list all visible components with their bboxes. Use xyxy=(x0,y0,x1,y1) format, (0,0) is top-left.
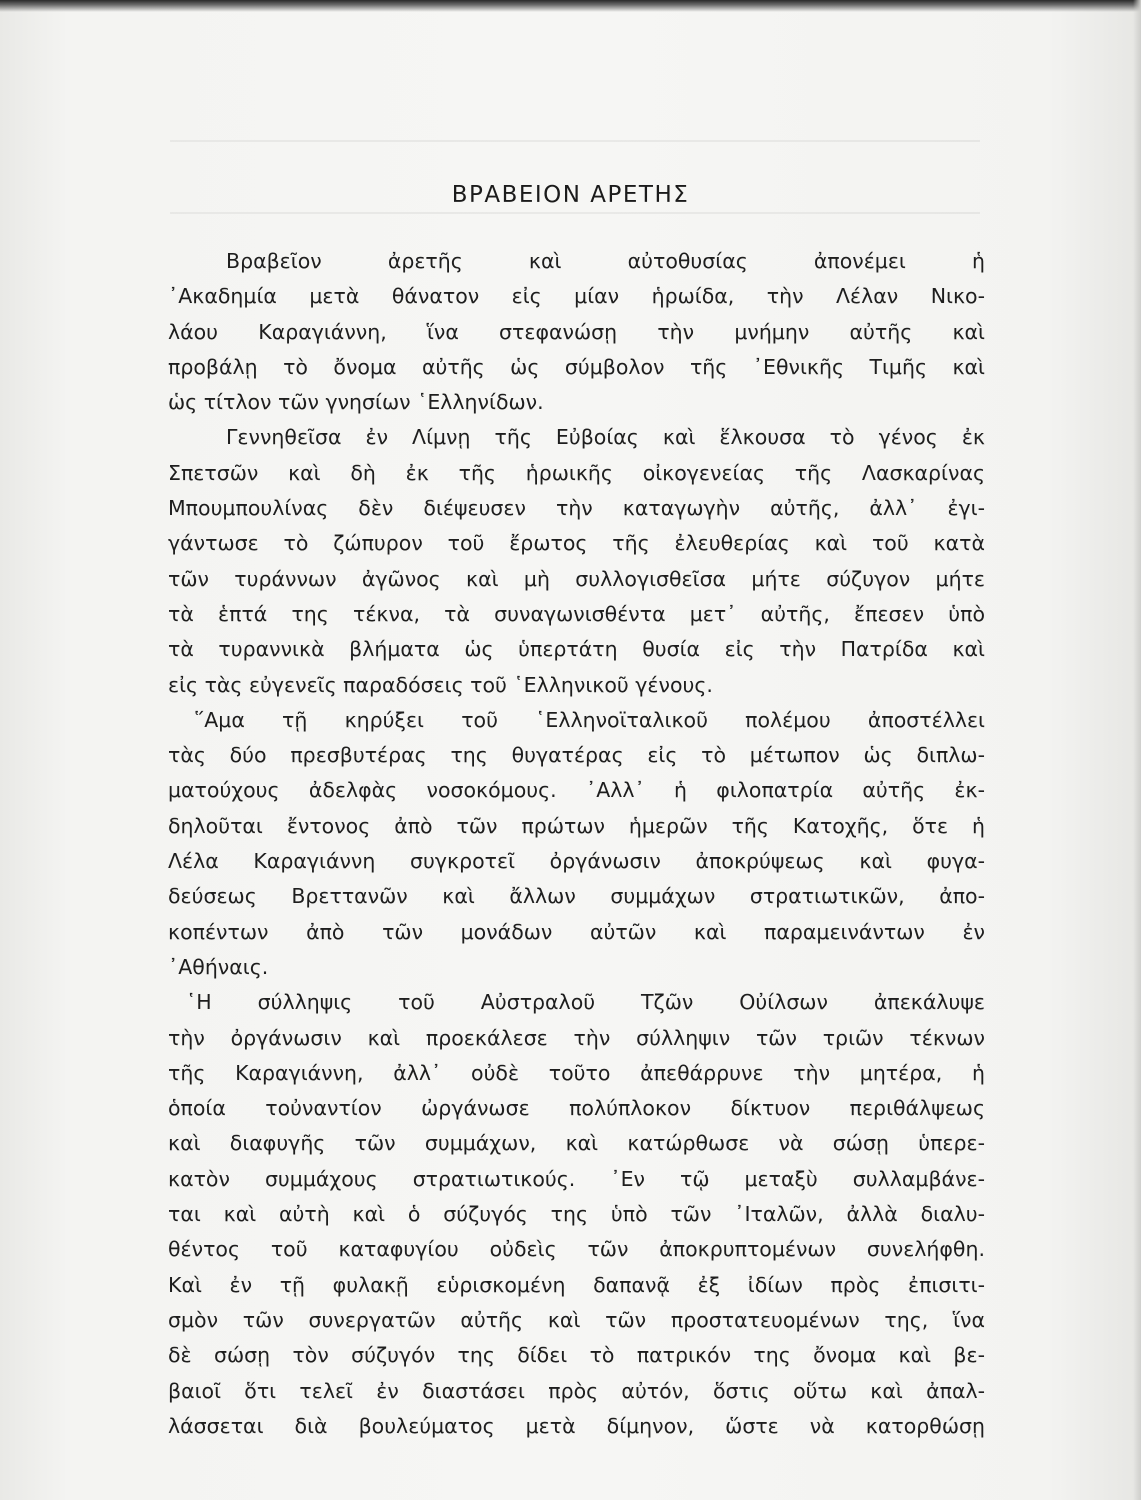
text-line: Μπουμπουλίνας δὲν διέψευσεν τὴν καταγωγὴν αὐτῆς, ἀλλ᾿ ἐγι- xyxy=(168,496,985,521)
text-line: ῾Η σύλληψις τοῦ Αὐστραλοῦ Τζῶν Οὐίλσων ἀπεκάλυψε xyxy=(186,990,985,1015)
scan-top-edge xyxy=(0,0,1141,12)
text-line: τὰ ἑπτά της τέκνα, τὰ συναγωνισθέντα μετ᾿ αὐτῆς, ἔπεσεν ὑπὸ xyxy=(168,601,985,626)
text-line: λάου Καραγιάννη, ἵνα στεφανώσῃ τὴν μνήμην αὐτῆς καὶ xyxy=(168,319,985,344)
body-text xyxy=(168,244,985,1444)
text-line: ὡς τίτλον τῶν γνησίων ῾Ελληνίδων. xyxy=(168,390,544,415)
text-line: ὁποία τοὐναντίον ὠργάνωσε πολύπλοκον δίκτυον περιθάλψεως xyxy=(168,1096,985,1121)
text-line: θέντος τοῦ καταφυγίου οὐδεὶς τῶν ἀποκρυπτομένων συνελήφθη. xyxy=(168,1237,985,1262)
text-line: τὰ τυραννικὰ βλήματα ὡς ὑπερτάτη θυσία εἰς τὴν Πατρίδα καὶ xyxy=(168,637,985,662)
text-line: καὶ διαφυγῆς τῶν συμμάχων, καὶ κατώρθωσε νὰ σώσῃ ὑπερε- xyxy=(168,1131,985,1156)
text-line: ᾿Ακαδημία μετὰ θάνατον εἰς μίαν ἡρωίδα, τὴν Λέλαν Νικο- xyxy=(168,284,985,309)
text-line: ᾿Αθήναις. xyxy=(168,954,269,979)
text-line: κατὸν συμμάχους στρατιωτικούς. ᾿Εν τῷ μεταξὺ συλλαμβάνε- xyxy=(168,1166,985,1191)
scan-right-edge xyxy=(1133,0,1141,1500)
text-line: εἰς τὰς εὐγενεῖς παραδόσεις τοῦ ῾Ελληνικοῦ γένους. xyxy=(168,672,713,697)
text-line: Βραβεῖον ἀρετῆς καὶ αὐτοθυσίας ἀπονέμει ἡ xyxy=(226,249,985,273)
text-line: ται καὶ αὐτὴ καὶ ὁ σύζυγός της ὑπὸ τῶν ᾿Ιταλῶν, ἀλλὰ διαλυ- xyxy=(168,1202,985,1227)
text-line: δεύσεως Βρεττανῶν καὶ ἄλλων συμμάχων στρατιωτικῶν, ἀπο- xyxy=(168,884,985,909)
text-line: τὴν ὀργάνωσιν καὶ προεκάλεσε τὴν σύλληψιν τῶν τριῶν τέκνων xyxy=(168,1025,985,1050)
text-line: λάσσεται διὰ βουλεύματος μετὰ δίμηνον, ὥστε νὰ κατορθώσῃ xyxy=(168,1413,985,1438)
text-line: δὲ σώσῃ τὸν σύζυγόν της δίδει τὸ πατρικόν της ὄνομα καὶ βε- xyxy=(168,1343,985,1368)
text-line: ματούχους ἀδελφὰς νοσοκόμους. ᾿Αλλ᾿ ἡ φιλοπατρία αὐτῆς ἐκ- xyxy=(168,778,985,803)
text-line: τὰς δύο πρεσβυτέρας της θυγατέρας εἰς τὸ μέτωπον ὡς διπλω- xyxy=(168,743,985,768)
text-line: δηλοῦται ἔντονος ἀπὸ τῶν πρώτων ἡμερῶν τῆς Κατοχῆς, ὅτε ἡ xyxy=(168,813,985,838)
text-line: τῶν τυράννων ἀγῶνος καὶ μὴ συλλογισθεῖσα μήτε σύζυγον μήτε xyxy=(168,566,985,591)
text-line: Λέλα Καραγιάννη συγκροτεῖ ὀργάνωσιν ἀποκρύψεως καὶ φυγα- xyxy=(168,849,985,874)
text-line: βαιοῖ ὅτι τελεῖ ἐν διαστάσει πρὸς αὐτόν, ὅστις οὕτω καὶ ἀπαλ- xyxy=(168,1378,985,1403)
text-line: ῞Αμα τῇ κηρύξει τοῦ ῾Ελληνοϊταλικοῦ πολέμου ἀποστέλλει xyxy=(194,707,985,732)
text-line: Σπετσῶν καὶ δὴ ἐκ τῆς ἡρωικῆς οἰκογενείας τῆς Λασκαρίνας xyxy=(168,460,985,485)
text-line: κοπέντων ἀπὸ τῶν μονάδων αὐτῶν καὶ παραμεινάντων ἐν xyxy=(168,919,985,944)
text-line: σμὸν τῶν συνεργατῶν αὐτῆς καὶ τῶν προστατευομένων της, ἵνα xyxy=(168,1307,985,1332)
text-line: γάντωσε τὸ ζώπυρον τοῦ ἔρωτος τῆς ἐλευθερίας καὶ τοῦ κατὰ xyxy=(168,531,985,556)
page-title: ΒΡΑΒΕΙΟΝ ΑΡΕΤΗΣ xyxy=(451,182,690,208)
text-line: Γεννηθεῖσα ἐν Λίμνῃ τῆς Εὐβοίας καὶ ἕλκουσα τὸ γένος ἐκ xyxy=(226,425,985,450)
text-line: προβάλῃ τὸ ὄνομα αὐτῆς ὡς σύμβολον τῆς ᾿Εθνικῆς Τιμῆς καὶ xyxy=(168,354,985,379)
bleed-through-line xyxy=(170,212,980,214)
bleed-through-line xyxy=(170,140,980,142)
text-line: Καὶ ἐν τῇ φυλακῇ εὑρισκομένη δαπανᾷ ἐξ ἰδίων πρὸς ἐπισιτι- xyxy=(168,1272,985,1297)
text-line: τῆς Καραγιάννη, ἀλλ᾿ οὐδὲ τοῦτο ἀπεθάρρυνε τὴν μητέρα, ἡ xyxy=(168,1060,985,1085)
